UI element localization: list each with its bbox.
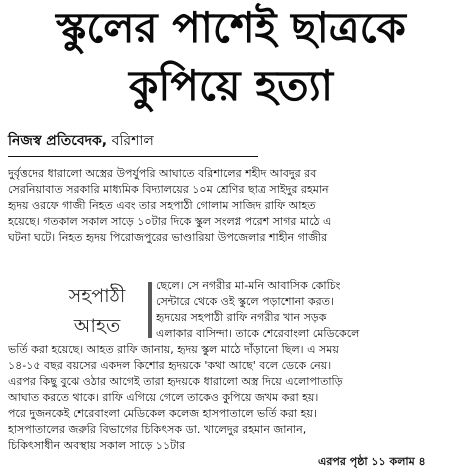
body-line: ঘটনা ঘটে। নিহত হৃদয় পিরোজপুরের ভাণ্ডারিয়া উপজেলার শাহীন গাজীর <box>8 231 328 244</box>
body-line: এলাকার বাসিন্দা। তাকে শেরেবাংলা মেডিকেলে <box>156 327 360 340</box>
pull-quote-bar <box>148 282 152 338</box>
article-body-wrap <box>156 278 454 342</box>
byline-author: নিজস্ব প্রতিবেদক, <box>8 133 108 149</box>
continued-on-page: এরপর পৃষ্ঠা ১১ কলাম ৪ <box>318 455 426 468</box>
body-line: দুর্বৃত্তদের ধারালো অস্ত্রের উপর্যুপরি আঘাতে বরিশালের শহীদ আবদুর রব <box>8 167 317 180</box>
headline-line-2: কুপিয়ে হত্যা <box>128 61 334 110</box>
pull-quote-line-1: সহপাঠী <box>68 285 126 307</box>
byline <box>8 132 288 158</box>
body-line: হৃদয়ের সহপাঠী রাফি নগরীর খান সড়ক <box>156 311 327 324</box>
article-body-bottom <box>8 342 454 454</box>
body-line: ভর্তি করা হয়েছে। আহত রাফি জানায়, হৃদয় স্কুল মাঠে দাঁড়ানো ছিল। এ সময় <box>8 343 339 356</box>
body-line: এরপর কিছু বুঝে ওঠার আগেই তারা হৃদয়কে ধারালো অস্ত্র দিয়ে এলোপাতাড়ি <box>8 375 343 388</box>
article-body-top <box>8 166 454 246</box>
pull-quote-line-2: আহত <box>73 315 121 337</box>
body-line: সেন্টারে থেকে ওই স্কুলে পড়াশোনা করত। <box>156 295 334 308</box>
body-line: আঘাত করতে থাকে। রাফি এগিয়ে গেলে তাকেও কুপিয়ে জখম করা হয়। <box>8 391 319 404</box>
body-line: হাসপাতালের জরুরি বিভাগের চিকিৎসক ডা. খালেদুর রহমান জানান, <box>8 423 307 436</box>
body-line: হয়েছে। গতকাল সকাল সাড়ে ১০টার দিকে স্কুল সংলগ্ন পরেশ সাগর মাঠে এ <box>8 215 332 228</box>
body-line: ১৪-১৫ বছর বয়সের একদল কিশোর হৃদয়কে 'কথা আছে' বলে ডেকে নেয়। <box>8 359 332 372</box>
body-line: সেরনিয়াবাত সরকারি মাধ্যমিক বিদ্যালয়ের ১০ম শ্রেণির ছাত্র সাইদুর রহমান <box>8 183 329 196</box>
headline-line-1: স্কুলের পাশেই ছাত্রকে <box>56 3 406 52</box>
byline-divider <box>8 156 258 157</box>
byline-location: বরিশাল <box>107 133 154 149</box>
body-line: ছেলে। সে নগরীর মা-মনি আবাসিক কোচিং <box>156 279 341 292</box>
pull-quote <box>38 281 156 351</box>
body-line: হৃদয় ওরফে গাজী নিহত এবং তার সহপাঠী গোলাম সাজিদ রাফি আহত <box>8 199 316 212</box>
body-line: চিকিৎসাধীন অবস্থায় সকাল সাড়ে ১১টার <box>8 439 186 452</box>
body-line: পরে দুজনকেই শেরেবাংলা মেডিকেল কলেজ হাসপাতালে ভর্তি করা হয়। <box>8 407 317 420</box>
